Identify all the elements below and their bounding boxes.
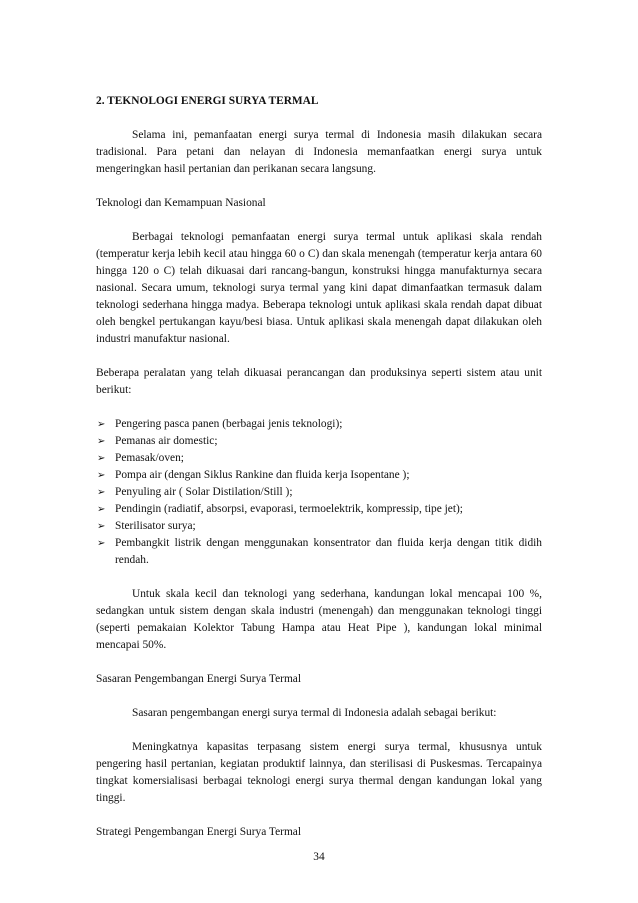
list-item <box>96 484 542 501</box>
arrowhead-bullet-icon: ➢ <box>97 487 106 498</box>
list-item <box>96 416 542 433</box>
targets-detail-paragraph: Meningkatnya kapasitas terpasang sistem energi surya termal, khususnya untuk pengering hasil pertanian, kegiatan produktif lainnya, dan sterilisasi di Puskesmas. Tercapainya tingkat komersialisasi berbagai teknologi energi surya thermal dengan kandungan lokal yang tinggi. <box>96 741 542 804</box>
subheading-development-strategy: Strategi Pengembangan Energi Surya Termal <box>96 826 302 838</box>
subheading-national-capability: Teknologi dan Kemampuan Nasional <box>96 197 266 209</box>
list-item-text: Pemanas air domestic; <box>115 435 218 447</box>
list-item-text: Pompa air (dengan Siklus Rankine dan fluida kerja Isopentane ); <box>115 469 410 481</box>
arrowhead-bullet-icon: ➢ <box>97 538 106 549</box>
list-item-text: Pendingin (radiatif, absorpsi, evaporasi, termoelektrik, kompressip, tipe jet); <box>115 503 463 515</box>
subheading-development-targets: Sasaran Pengembangan Energi Surya Termal <box>96 673 302 685</box>
page-number: 34 <box>313 851 325 863</box>
arrowhead-bullet-icon: ➢ <box>97 504 106 515</box>
list-item-text: Pembangkit listrik dengan menggunakan konsentrator dan fluida kerja dengan titik didih rendah. <box>115 537 542 566</box>
list-item-text: Sterilisator surya; <box>115 520 196 532</box>
equipment-list <box>96 416 542 569</box>
targets-intro-paragraph: Sasaran pengembangan energi surya termal di Indonesia adalah sebagai berikut: <box>132 707 497 719</box>
arrowhead-bullet-icon: ➢ <box>97 419 106 430</box>
list-item <box>96 501 542 518</box>
list-item-text: Penyuling air ( Solar Distilation/Still ); <box>115 486 293 498</box>
document-page <box>96 93 542 858</box>
arrowhead-bullet-icon: ➢ <box>97 521 106 532</box>
list-item <box>96 433 542 450</box>
arrowhead-bullet-icon: ➢ <box>97 470 106 481</box>
list-item <box>96 518 542 535</box>
section-title: 2. TEKNOLOGI ENERGI SURYA TERMAL <box>96 95 319 107</box>
list-item <box>96 535 542 569</box>
list-item <box>96 467 542 484</box>
list-item <box>96 450 542 467</box>
equipment-list-intro: Beberapa peralatan yang telah dikuasai perancangan dan produksinya seperti sistem atau unit berikut: <box>96 367 542 396</box>
technology-paragraph: Berbagai teknologi pemanfaatan energi surya termal untuk aplikasi skala rendah (temperatur kerja lebih kecil atau hingga 60 o C) dan skala menengah (temperatur kerja antara 60 hingga 120 o C) telah dikuasai dari rancang-bangun, konstruksi hingga manufakturnya secara nasional. Secara umum, teknologi surya termal yang kini dapat dimanfaatkan termasuk dalam teknologi sederhana hingga madya. Beberapa teknologi untuk aplikasi skala rendah dapat dibuat oleh bengkel pertukangan kayu/besi biasa. Untuk aplikasi skala menengah dapat dilakukan oleh industri manufaktur nasional. <box>96 231 542 345</box>
intro-paragraph: Selama ini, pemanfaatan energi surya termal di Indonesia masih dilakukan secara tradisional. Para petani dan nelayan di Indonesia memanfaatkan energi surya untuk mengeringkan hasil pertanian dan perikanan secara langsung. <box>96 129 542 175</box>
list-item-text: Pengering pasca panen (berbagai jenis teknologi); <box>115 418 343 430</box>
local-content-paragraph: Untuk skala kecil dan teknologi yang sederhana, kandungan lokal mencapai 100 %, sedangkan untuk sistem dengan skala industri (menengah) dan menggunakan teknologi tinggi (seperti pemakaian Kolektor Tabung Hampa atau Heat Pipe ), kandungan lokal minimal mencapai 50%. <box>96 588 542 651</box>
arrowhead-bullet-icon: ➢ <box>97 436 106 447</box>
list-item-text: Pemasak/oven; <box>115 452 184 464</box>
arrowhead-bullet-icon: ➢ <box>97 453 106 464</box>
